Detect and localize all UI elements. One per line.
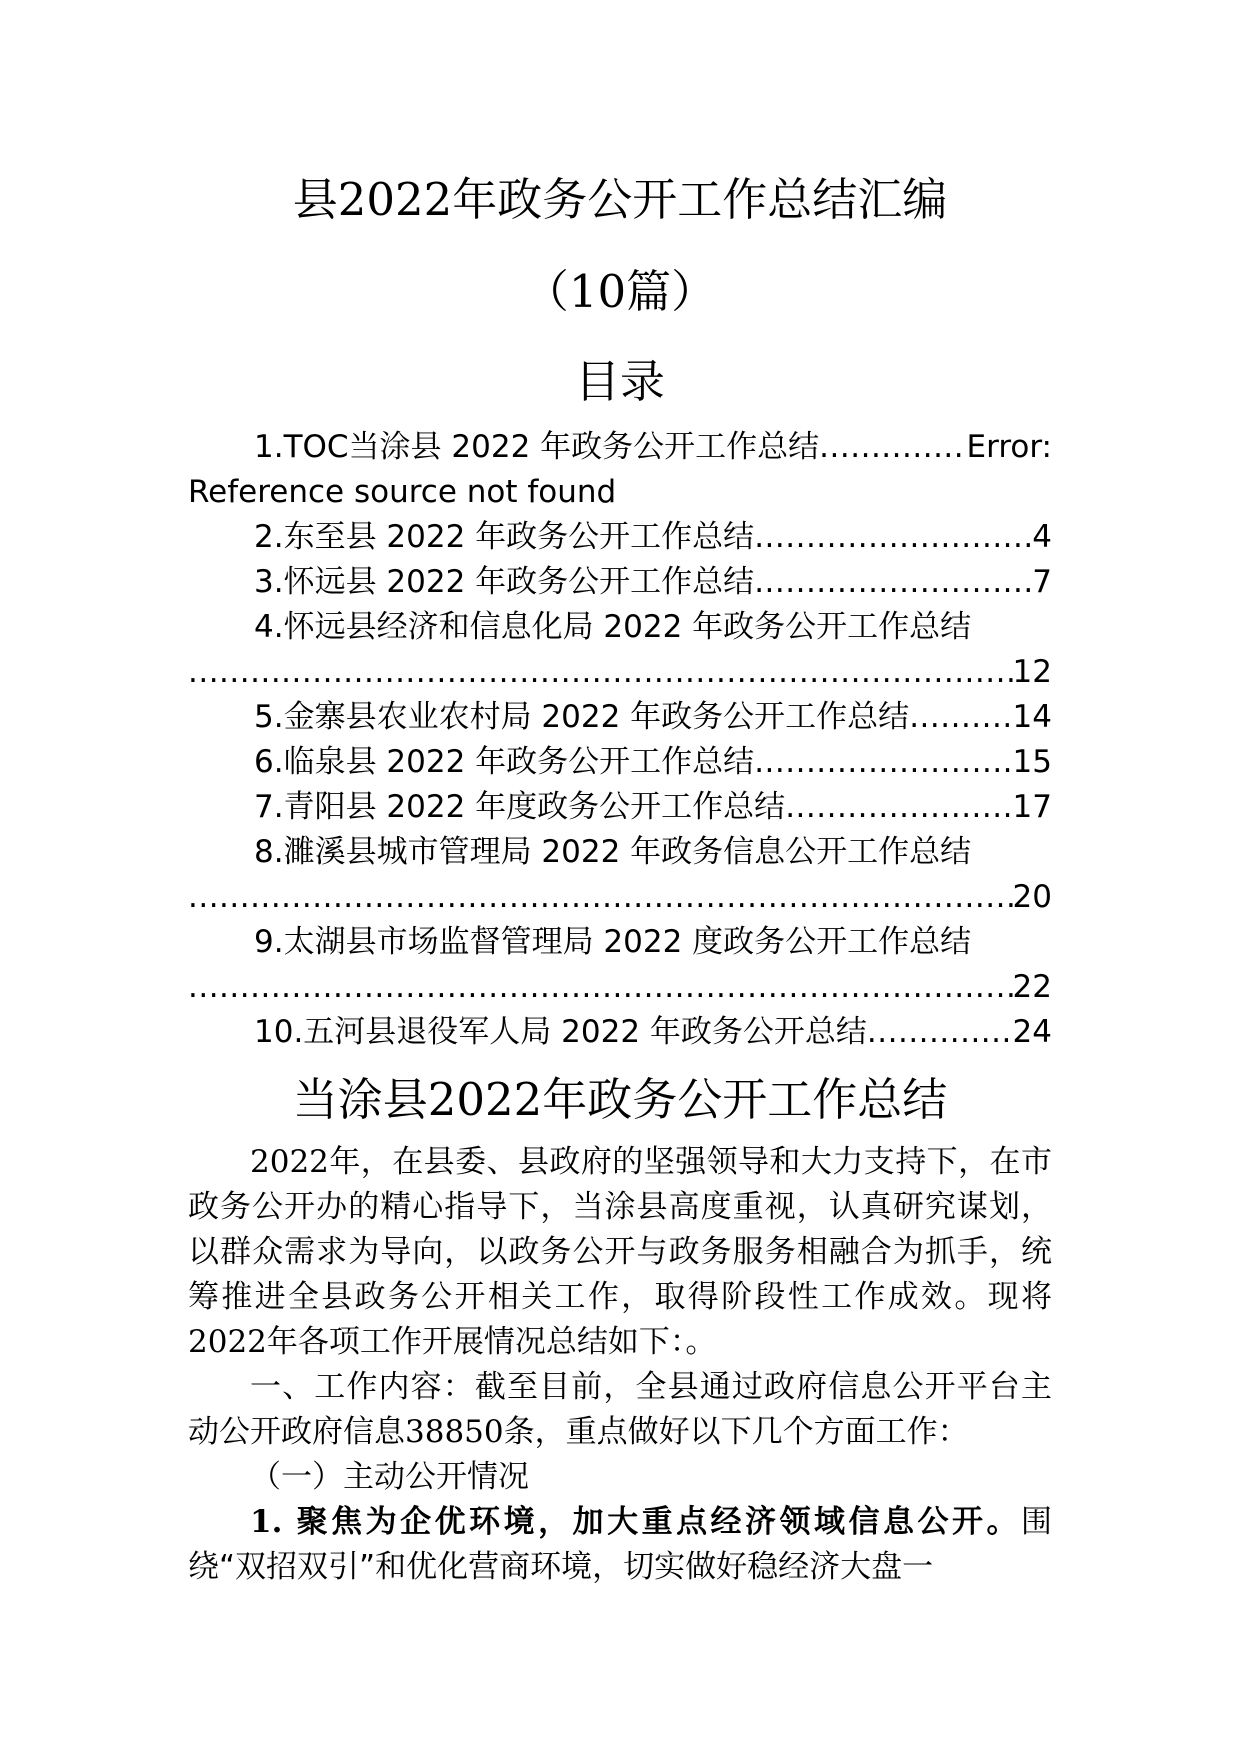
toc-leader-dots [754, 560, 1032, 605]
toc-leader-dots [188, 965, 1013, 1010]
toc-leader-dots [188, 650, 1013, 695]
paragraph-text: 条，重点做好以下几个方面工作： [503, 1414, 969, 1450]
subtitle-count: 10 [568, 265, 627, 318]
toc-heading: 目录 [574, 355, 665, 408]
toc-entry-7[interactable] [188, 785, 1052, 830]
subsection-heading: （一）主动公开情况 [250, 1459, 529, 1495]
toc-entry-8-leader [188, 875, 1052, 920]
toc-entry-9-leader [188, 965, 1052, 1010]
toc-entry-1-continuation: Reference source not found [188, 474, 617, 510]
toc-entry-4[interactable] [188, 605, 1052, 650]
toc-entry-label: 5.金寨县农业农村局 2022 年政务公开工作总结 [254, 699, 910, 735]
paragraph-text: 围绕“双招双引”和优化营商环境，切实做好稳经济大盘一 [188, 1504, 1052, 1585]
toc-entry-page: 20 [1012, 879, 1052, 915]
subtitle-open: （ [523, 265, 569, 318]
toc-entry-label: 6.临泉县 2022 年政务公开工作总结 [254, 744, 755, 780]
document-title [0, 170, 1240, 230]
section-title-year: 2022 [427, 1073, 543, 1126]
paragraph-text: 一、工作内容：截至目前，全县通过政府信息公开平台主动公开政府信息 [188, 1369, 1052, 1450]
toc-entry-3[interactable] [188, 560, 1052, 605]
toc-leader-dots [819, 425, 966, 470]
subtitle-close: 篇） [626, 265, 717, 318]
toc-entry-page: 14 [1012, 699, 1052, 735]
section-body [188, 1140, 1052, 1590]
document-title-year: 2022 [337, 173, 453, 226]
document-subtitle [0, 262, 1240, 322]
year-number: 2022 [250, 1144, 329, 1180]
paragraph-text: 年，在县委、县政府的坚强领导和大力支持下，在市政务公开办的精心指导下，当涂县高度重视，认真研究谋划，以群众需求为导向，以政务公开与政务服务相融合为抓手，统筹推进全县政务公开相关工作，取得阶段性工作成效。现将 [188, 1144, 1052, 1315]
toc-entry-label: 4.怀远县经济和信息化局 2022 年政务公开工作总结 [254, 609, 972, 645]
toc-entry-label: 7.青阳县 2022 年度政务公开工作总结 [254, 789, 786, 825]
paragraph-work-content [188, 1365, 1052, 1455]
year-number: 2022 [188, 1324, 267, 1360]
toc-entry-label: 8.濉溪县城市管理局 2022 年政务信息公开工作总结 [254, 834, 972, 870]
toc-leader-dots [754, 515, 1032, 560]
toc-entry-1[interactable] [188, 425, 1052, 470]
toc-entry-5[interactable] [188, 695, 1052, 740]
toc-entry-page: 24 [1012, 1014, 1052, 1050]
toc-entry-9[interactable] [188, 920, 1052, 965]
toc-entry-page: 15 [1012, 744, 1052, 780]
toc-entry-page: Error: [966, 429, 1052, 465]
toc-entry-10[interactable] [188, 1010, 1052, 1055]
table-of-contents [188, 425, 1052, 1055]
paragraph-focus [188, 1500, 1052, 1590]
section-title-suffix: 年政务公开工作总结 [542, 1073, 948, 1126]
toc-leader-dots [867, 1010, 1013, 1055]
toc-leader-dots [188, 875, 1013, 920]
toc-entry-label: 3.怀远县 2022 年政务公开工作总结 [254, 564, 755, 600]
toc-leader-dots [785, 785, 1012, 830]
toc-entry-2[interactable] [188, 515, 1052, 560]
document-title-suffix: 年政务公开工作总结汇编 [452, 173, 948, 226]
paragraph-lead: 1. 聚焦为企优环境，加大重点经济领域信息公开。 [250, 1504, 1021, 1540]
toc-entry-label: 1.TOC当涂县 2022 年政务公开工作总结 [254, 429, 820, 465]
info-count: 38850 [405, 1414, 504, 1450]
toc-entry-8[interactable] [188, 830, 1052, 875]
toc-entry-page: 22 [1012, 969, 1052, 1005]
paragraph-intro [188, 1140, 1052, 1365]
toc-entry-6[interactable] [188, 740, 1052, 785]
section-title [0, 1070, 1240, 1130]
toc-entry-page: 7 [1032, 564, 1052, 600]
toc-leader-dots [754, 740, 1012, 785]
section-title-prefix: 当涂县 [292, 1073, 428, 1126]
toc-leader-dots [909, 695, 1012, 740]
toc-entry-page: 4 [1032, 519, 1052, 555]
toc-entry-page: 12 [1012, 654, 1052, 690]
toc-entry-page: 17 [1012, 789, 1052, 825]
document-title-prefix: 县 [292, 173, 338, 226]
toc-entry-label: 10.五河县退役军人局 2022 年政务公开总结 [254, 1014, 867, 1050]
paragraph-text: 年各项工作开展情况总结如下：。 [266, 1324, 717, 1360]
toc-entry-label: 9.太湖县市场监督管理局 2022 度政务公开工作总结 [254, 924, 972, 960]
toc-entry-label: 2.东至县 2022 年政务公开工作总结 [254, 519, 755, 555]
toc-entry-4-leader [188, 650, 1052, 695]
